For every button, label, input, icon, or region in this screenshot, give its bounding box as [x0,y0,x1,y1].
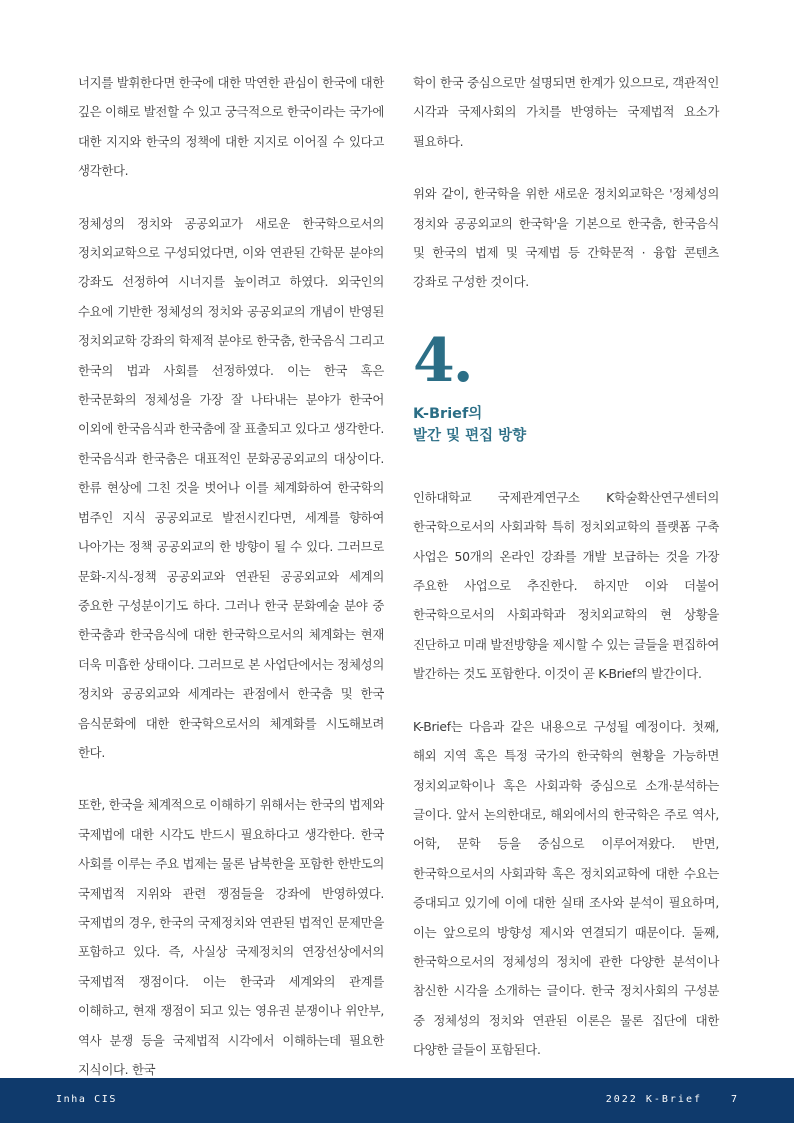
left-column [78,68,384,1084]
right-paragraph-2: 위와 같이, 한국학을 위한 새로운 정치외교학은 '정체성의 정치와 공공외교의 한국학'을 기본으로 한국춤, 한국음식 및 한국의 법제 및 국제법 등 간학문적 · 융합 콘텐츠 강좌로 구성한 것이다. [413,186,719,290]
section-heading [413,325,719,447]
right-paragraph-3: 인하대학교 국제관계연구소 K학술확산연구센터의 한국학으로서의 사회과학 특히 정치외교학의 플랫폼 구축 사업은 50개의 온라인 강좌를 개발 보급하는 것을 가장 주요한 사업으로 추진한다. 하지만 이와 더불어 한국학으로서의 사회과학과 정치외교학의 현 상황을 진단하고 미래 발전방향을 제시할 수 있는 글들을 편집하여 발간하는 것도 포함한다. 이것이 곧 K-Brief의 발간이다. [413,489,719,682]
section-title-line-2: 발간 및 편집 방향 [413,427,527,444]
footer-publication: 2022 K-Brief [605,1094,702,1105]
left-paragraph-1: 너지를 발휘한다면 한국에 대한 막연한 관심이 한국에 대한 깊은 이해로 발전할 수 있고 궁극적으로 한국이라는 국가에 대한 지지와 한국의 정책에 대한 지지로 이어질 수 있다고 생각한다. [78,75,384,179]
right-paragraph-1: 학이 한국 중심으로만 설명되면 한계가 있으므로, 객관적인 시각과 국제사회의 가치를 반영하는 국제법적 요소가 필요하다. [413,75,719,149]
right-paragraph-4: K-Brief는 다음과 같은 내용으로 구성될 예정이다. 첫째, 해외 지역 혹은 특정 국가의 한국학의 현황을 가능하면 정치외교학이나 혹은 사회과학 중심으로 소개·분석하는 글이다. 앞서 논의한대로, 해외에서의 한국학은 주로 역사, 어학, 문학 등을 중심으로 이루어져왔다. 반면, 한국학으로서의 사회과학 혹은 정치외교학에 대한 수요는 증대되고 있기에 이에 대한 실태 조사와 분석이 필요하며, 이는 앞으로의 방향성 제시와 연결되기 때문이다. 둘째, 한국학으로서의 정체성의 정치에 관한 다양한 분석이나 참신한 시각을 소개하는 글이다. 한국 정치사회의 구성분 중 정체성의 정치와 연관된 이론은 물론 집단에 대한 다양한 글들이 포함된다. [413,718,719,1058]
left-paragraph-2: 정체성의 정치와 공공외교가 새로운 한국학으로서의 정치외교학으로 구성되었다면, 이와 연관된 간학문 분야의 강좌도 선정하여 시너지를 높이려고 하였다. 외국인의 수요에 기반한 정체성의 정치와 공공외교의 개념이 반영된 정치외교학 강좌의 학제적 분야로 한국춤, 한국음식 그리고 한국의 법과 사회를 선정하였다. 이는 한국 혹은 한국문화의 정체성을 가장 잘 나타내는 분야가 한국어 이외에 한국음식과 한국춤에 잘 표출되고 있다고 생각한다. 한국음식과 한국춤은 대표적인 문화공공외교의 대상이다. 한류 현상에 그친 것을 벗어나 이를 체계화하여 한국학의 범주인 지식 공공외교로 발전시킨다면, 세계를 향하여 나아가는 정책 공공외교의 한 방향이 될 수 있다. 그러므로 문화-지식-정책 공공외교와 연관된 공공외교와 세계의 중요한 구성분이기도 하다. 그러나 한국 문화예술 분야 중 한국춤과 한국음식에 대한 한국학으로서의 체계화는 현재 더욱 미흡한 상태이다. 그러므로 본 사업단에서는 정체성의 정치와 공공외교와 세계라는 관점에서 한국춤 및 한국 음식문화에 대한 한국학으로서의 체계화를 시도해보려 한다. [78,215,384,760]
section-title [413,403,719,447]
page-footer [0,1078,794,1123]
section-number: 4. [413,325,472,396]
section-title-line-1: K-Brief의 [413,405,483,422]
right-column [413,68,719,1065]
footer-publisher: Inha CIS [56,1094,117,1105]
left-paragraph-3: 또한, 한국을 체계적으로 이해하기 위해서는 한국의 법제와 국제법에 대한 시각도 반드시 필요하다고 생각한다. 한국 사회를 이루는 주요 법제는 물론 남북한을 포함한 한반도의 국제법적 지위와 관련 쟁점들을 강좌에 반영하였다. 국제법의 경우, 한국의 국제정치와 연관된 법적인 문제만을 포함하고 있다. 즉, 사실상 국제정치의 연장선상에서의 국제법적 쟁점이다. 이는 한국과 세계와의 관계를 이해하고, 현재 쟁점이 되고 있는 영유권 분쟁이나 위안부, 역사 분쟁 등을 국제법적 시각에서 이해하는데 필요한 지식이다. 한국 [78,797,384,1077]
page-number: 7 [731,1094,738,1105]
